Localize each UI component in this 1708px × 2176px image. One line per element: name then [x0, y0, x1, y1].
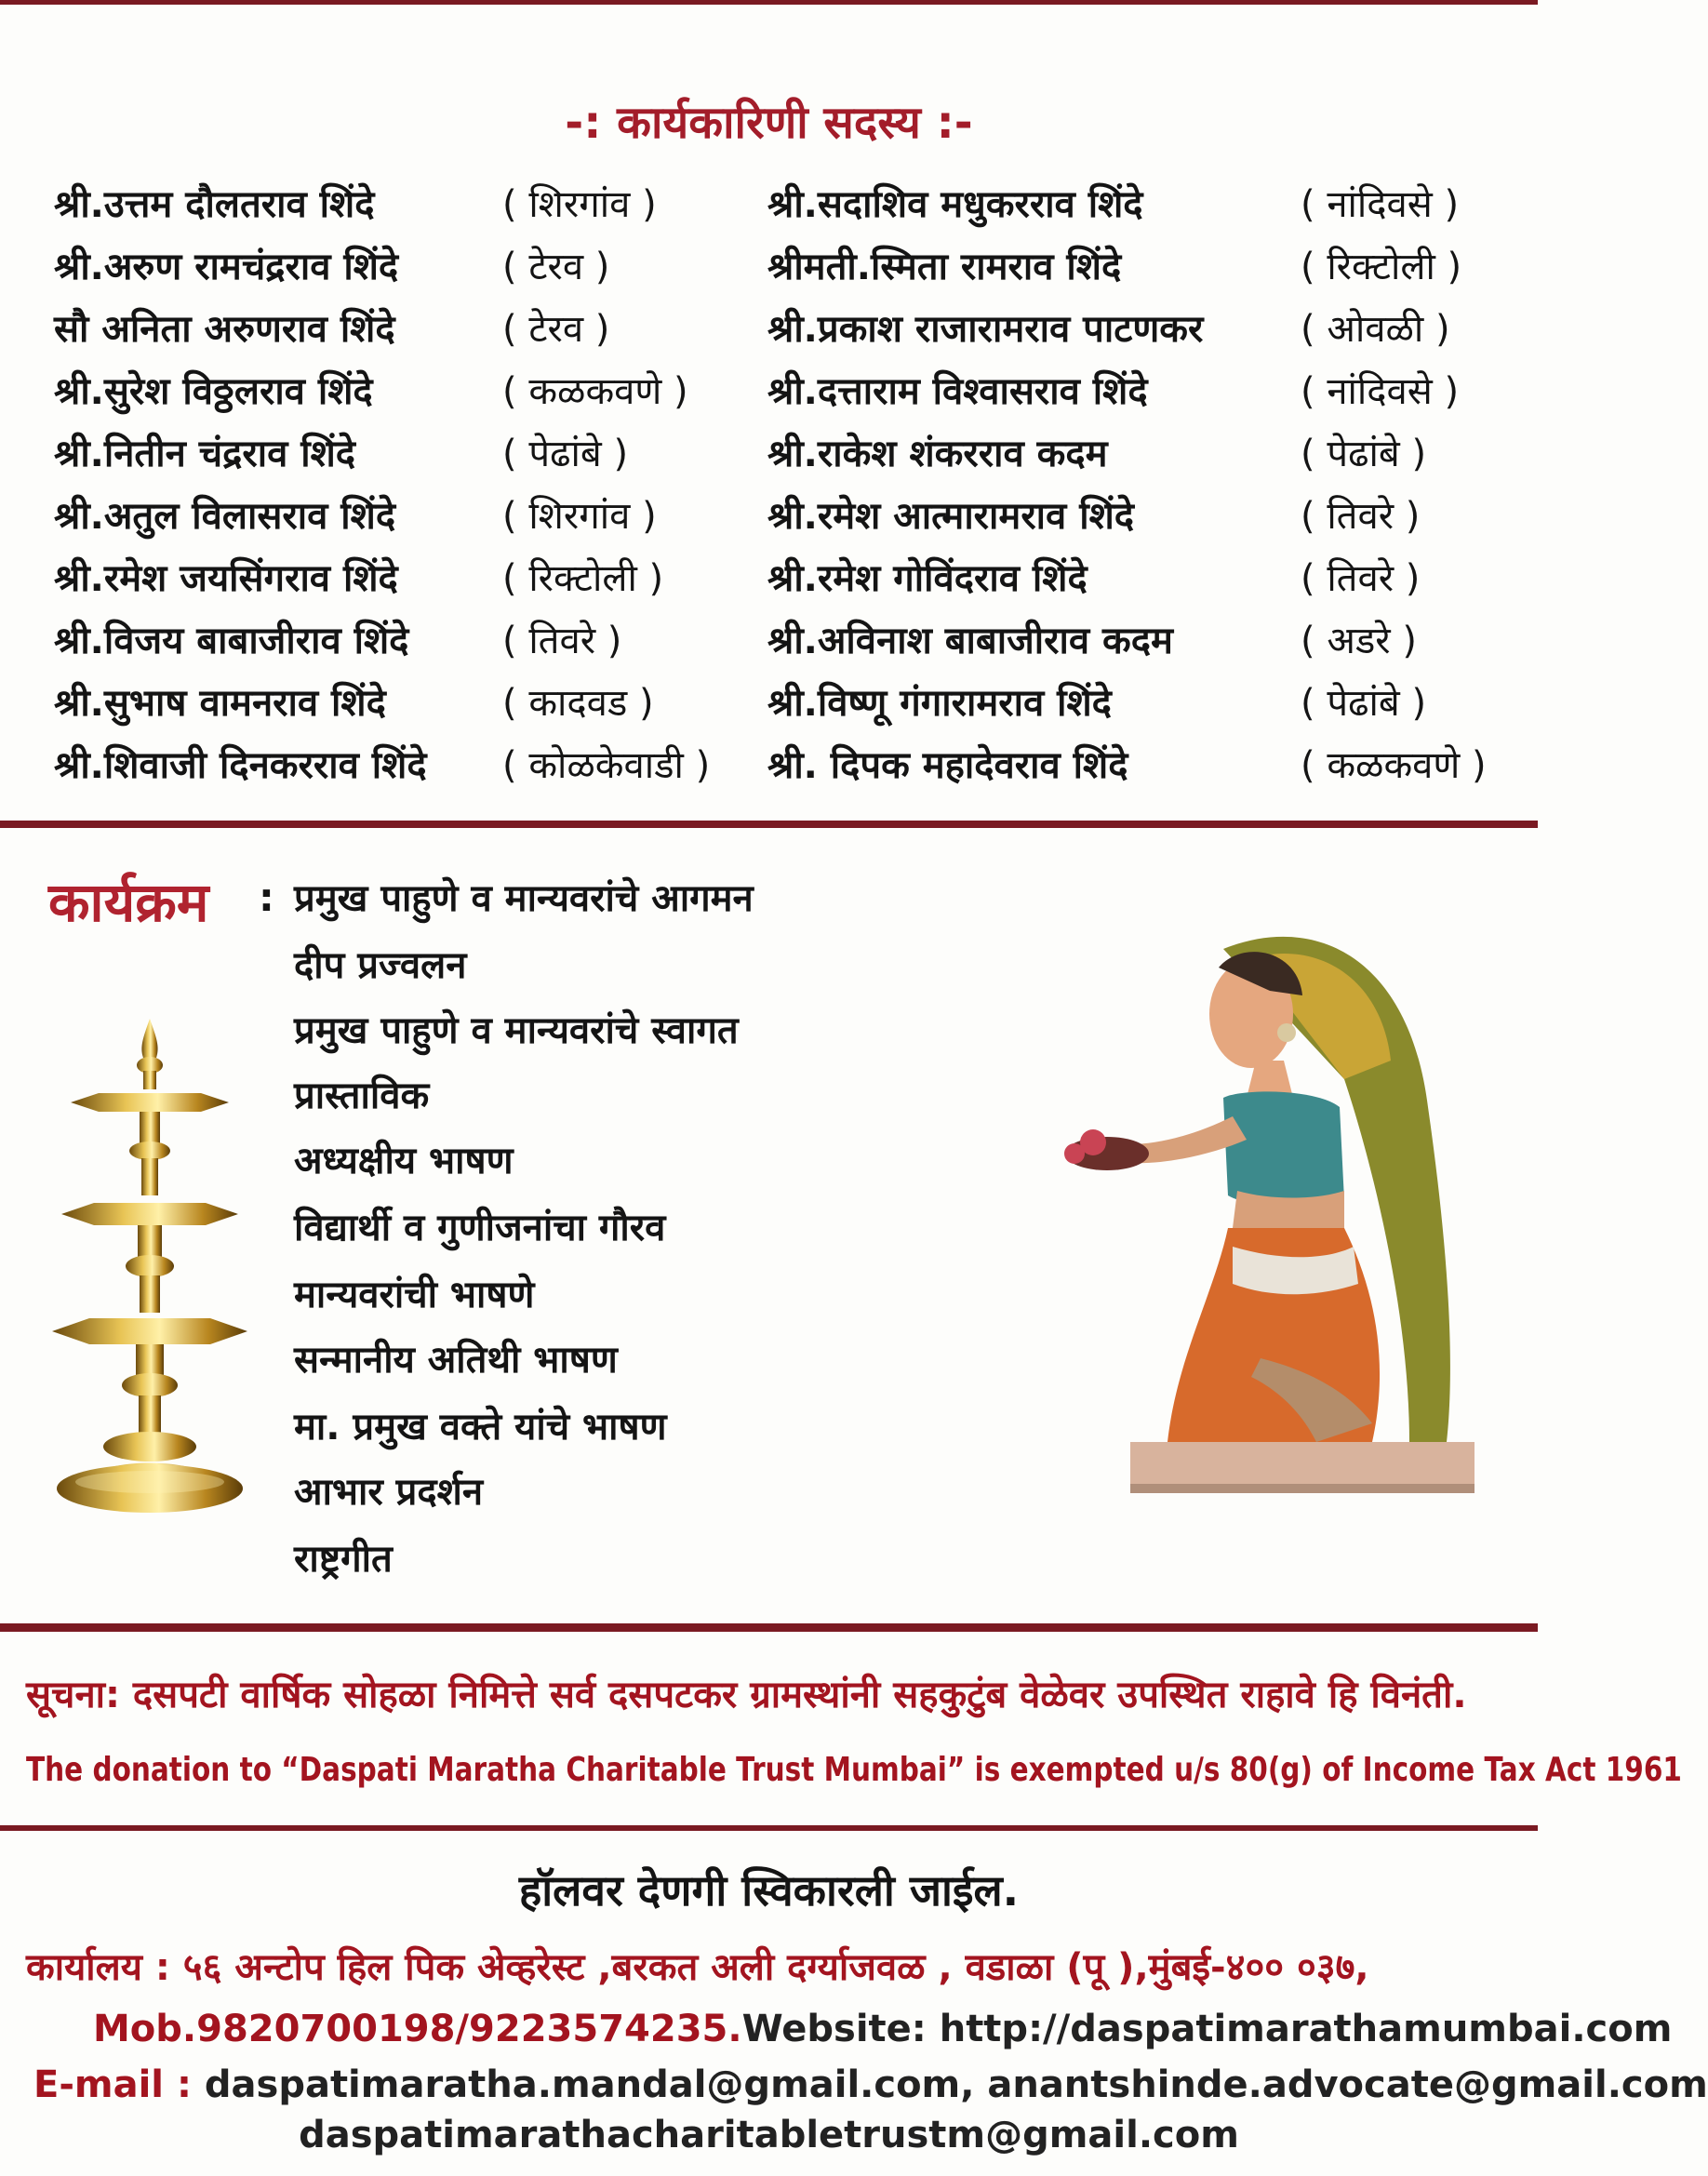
member-row	[0, 488, 1538, 550]
section-divider-program	[0, 1623, 1538, 1632]
member-village: ( टेरव )	[502, 246, 610, 288]
member-name: श्री.विजय बाबाजीराव शिंदे	[54, 620, 409, 662]
member-village: ( कळकवणे )	[502, 370, 688, 413]
member-village: ( पेढांबे )	[502, 433, 629, 475]
section-divider-members	[0, 821, 1538, 828]
program-item: अध्यक्षीय भाषण	[294, 1140, 514, 1182]
member-row	[0, 738, 1538, 799]
mobile-numbers: Mob.9820700198/9223574235.	[93, 2008, 742, 2050]
program-item: प्रास्ताविक	[294, 1075, 430, 1117]
donation-exemption-note: The donation to “Daspati Maratha Charitable Trust Mumbai” is exempted u/s 80(g) of Income Tax Act 1961	[26, 1751, 1682, 1789]
member-village: ( शिरगांव )	[502, 183, 657, 226]
member-village: ( तिवरे )	[1301, 557, 1421, 600]
contact-line	[93, 2008, 1672, 2050]
member-village: ( शिरगांव )	[502, 495, 657, 538]
member-name: श्री.रमेश जयसिंगराव शिंदे	[54, 557, 398, 600]
member-village: ( कळकवणे )	[1301, 744, 1487, 787]
member-name: श्री.सुभाष वामनराव शिंदे	[54, 682, 386, 725]
email-addresses[interactable]: daspatimaratha.mandal@gmail.com, anantshinde.advocate@gmail.com	[191, 2063, 1708, 2106]
statue-illustration	[1037, 921, 1502, 1516]
member-village: ( पेढांबे )	[1301, 682, 1427, 725]
member-village: ( पेढांबे )	[1301, 433, 1427, 475]
member-name: सौ अनिता अरुणराव शिंदे	[54, 308, 395, 351]
email-address-trust[interactable]: daspatimarathacharitabletrustm@gmail.com	[299, 2114, 1239, 2156]
member-name: श्री. दिपक महादेवराव शिंदे	[767, 744, 1128, 787]
member-village: ( ओवळी )	[1301, 308, 1450, 351]
member-row	[0, 301, 1538, 363]
member-village: ( कादवड )	[502, 682, 654, 725]
member-name: श्री.उत्तम दौलतराव शिंदे	[54, 183, 375, 226]
member-village: ( तिवरे )	[502, 620, 622, 662]
member-row	[0, 426, 1538, 487]
program-item: मान्यवरांची भाषणे	[294, 1274, 535, 1316]
member-village: ( नांदिवसे )	[1301, 370, 1460, 413]
member-name: श्री.नितीन चंद्रराव शिंदे	[54, 433, 356, 475]
member-village: ( रिक्टोली )	[1301, 246, 1462, 288]
members-title: -: कार्यकारिणी सदस्य :-	[565, 97, 973, 149]
member-name: श्री.अतुल विलासराव शिंदे	[54, 495, 396, 538]
program-colon: :	[259, 874, 274, 920]
member-name: श्रीमती.स्मिता रामराव शिंदे	[767, 246, 1122, 288]
member-name: श्री.राकेश शंकरराव कदम	[767, 433, 1108, 475]
program-item: दीप प्रज्वलन	[294, 944, 467, 987]
member-name: श्री.रमेश गोविंदराव शिंदे	[767, 557, 1088, 600]
member-row	[0, 551, 1538, 612]
program-item: मा. प्रमुख वक्ते यांचे भाषण	[294, 1406, 667, 1448]
email-label: E-mail :	[33, 2063, 192, 2106]
member-row	[0, 675, 1538, 737]
member-village: ( रिक्टोली )	[502, 557, 664, 600]
member-name: श्री.अरुण रामचंद्रराव शिंदे	[54, 246, 399, 288]
member-village: ( तिवरे )	[1301, 495, 1421, 538]
member-name: श्री.सदाशिव मधुकरराव शिंदे	[767, 183, 1143, 226]
top-border-line	[0, 0, 1538, 5]
notice-line	[26, 1667, 1467, 1718]
hall-donation-note: हॉलवर देणगी स्विकारली जाईल.	[518, 1865, 1020, 1916]
office-address: कार्यालय : ५६ अन्टोप हिल पिक अेव्हरेस्ट ,बरकत अली दर्ग्याजवळ , वडाळा (पू ),मुंबई-४०० ०३७,	[26, 1946, 1369, 1989]
program-item: सन्मानीय अतिथी भाषण	[294, 1339, 618, 1382]
member-name: श्री.अविनाश बाबाजीराव कदम	[767, 620, 1173, 662]
notice-label: सूचना:	[26, 1674, 120, 1716]
member-village: ( टेरव )	[502, 308, 610, 351]
program-item: विद्यार्थी व गुणीजनांचा गौरव	[294, 1207, 666, 1249]
program-item: राष्ट्रगीत	[294, 1538, 393, 1581]
program-item: प्रमुख पाहुणे व मान्यवरांचे स्वागत	[294, 1009, 739, 1052]
brass-lamp-illustration	[43, 1019, 257, 1521]
program-item: आभार प्रदर्शन	[294, 1471, 484, 1514]
member-name: श्री.दत्ताराम विश्वासराव शिंदे	[767, 370, 1148, 413]
member-village: ( नांदिवसे )	[1301, 183, 1460, 226]
member-village: ( अडरे )	[1301, 620, 1417, 662]
member-row	[0, 239, 1538, 300]
website-link[interactable]: Website: http://daspatimarathamumbai.com	[741, 2008, 1673, 2050]
program-item: प्रमुख पाहुणे व मान्यवरांचे आगमन	[294, 877, 754, 920]
program-heading: कार्यक्रम	[48, 871, 209, 934]
member-name: श्री.विष्णू गंगारामराव शिंदे	[767, 682, 1112, 725]
member-row	[0, 177, 1538, 238]
member-name: श्री.शिवाजी दिनकरराव शिंदे	[54, 744, 427, 787]
notice-text: दसपटी वार्षिक सोहळा निमित्ते सर्व दसपटकर ग्रामस्थांनी सहकुटुंब वेळेवर उपस्थित राहावे हि विनंती.	[120, 1674, 1467, 1716]
member-name: श्री.रमेश आत्मारामराव शिंदे	[767, 495, 1135, 538]
member-name: श्री.सुरेश विठ्ठलराव शिंदे	[54, 370, 373, 413]
member-row	[0, 613, 1538, 674]
member-village: ( कोळकेवाडी )	[502, 744, 711, 787]
email-line	[33, 2063, 1708, 2106]
section-divider-notice	[0, 1825, 1538, 1831]
member-name: श्री.प्रकाश राजारामराव पाटणकर	[767, 308, 1204, 351]
member-row	[0, 364, 1538, 425]
